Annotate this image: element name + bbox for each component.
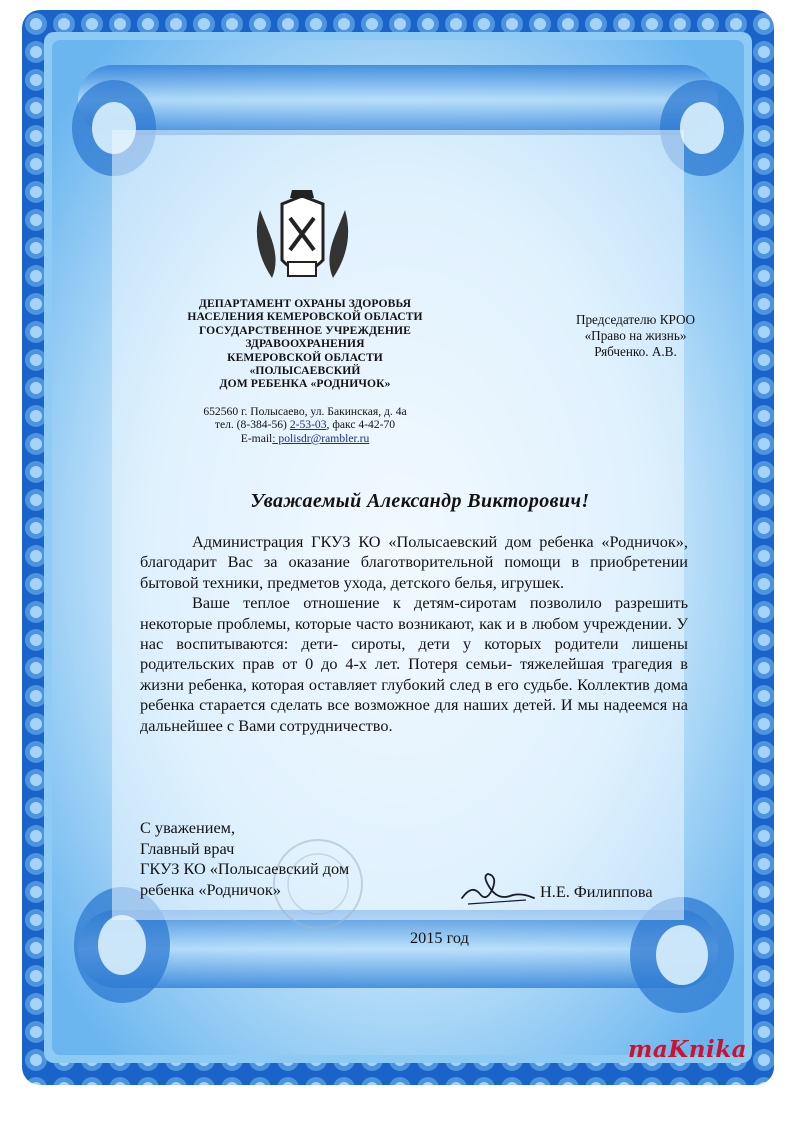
email-label: E-mail	[240, 431, 273, 445]
email-line	[155, 432, 455, 445]
letterhead-line: КЕМЕРОВСКОЙ ОБЛАСТИ	[227, 350, 383, 364]
body-paragraph: Ваше теплое отношение к детям-сиротам позволило разрешить некоторые проблемы, которые часто возникают, как и в любом учреждении. У нас воспитываются: дети- сироты, дети у которых родители лишены родительских прав от 0 до 4-х лет. Потеря семьи- тяжелейшая трагедия в жизни ребенка, которая оставляет глубокий след в его судьбе. Коллектив дома ребенка старается сделать все возможное для наших детей. И мы надеемся на дальнейшее с Вами сотрудничество.	[140, 593, 688, 735]
phone-prefix: тел. (8-384-56)	[214, 418, 290, 432]
letterhead-contacts	[155, 405, 455, 445]
closing-block	[140, 818, 440, 900]
recipient-line: «Право на жизнь»	[584, 328, 687, 343]
watermark-logo: maKnika	[628, 1036, 748, 1063]
closing-line: ГКУЗ КО «Полысаевский дом	[140, 859, 350, 878]
greeting-heading: Уважаемый Александр Викторович!	[250, 490, 590, 512]
letterhead-line: «ПОЛЫСАЕВСКИЙ	[249, 364, 361, 378]
letterhead-line: ЗДРАВООХРАНЕНИЯ	[245, 337, 365, 351]
signer-name: Н.Е. Филиппова	[540, 882, 653, 901]
fax-number: , факс 4-42-70	[326, 418, 396, 432]
recipient-line: Рябченко. А.В.	[594, 344, 677, 359]
email-link[interactable]: : polisdr@rambler.ru	[272, 431, 370, 445]
letterhead-line: ДЕПАРТАМЕНТ ОХРАНЫ ЗДОРОВЬЯ	[198, 297, 412, 310]
letterhead-organization	[155, 297, 455, 391]
closing-line: С уважением,	[140, 818, 236, 837]
kemerovo-coat-of-arms-icon	[250, 190, 355, 290]
letterhead-line: ГОСУДАРСТВЕННОЕ УЧРЕЖДЕНИЕ	[198, 323, 411, 337]
letter-body	[140, 532, 688, 736]
letterhead-line: ДОМ РЕБЕНКА «РОДНИЧОК»	[219, 377, 391, 391]
handwritten-signature	[458, 868, 538, 908]
postal-address: 652560 г. Полысаево, ул. Бакинская, д. 4а	[203, 405, 407, 418]
phone-line	[155, 418, 455, 431]
letterhead-line: НАСЕЛЕНИЯ КЕМЕРОВСКОЙ ОБЛАСТИ	[187, 310, 423, 324]
body-paragraph: Администрация ГКУЗ КО «Полысаевский дом ребенка «Родничок», благодарит Вас за оказание благотворительной помощи в приобретении бытовой техники, предметов ухода, детского белья, игрушек.	[140, 532, 688, 592]
document-year: 2015 год	[410, 928, 469, 947]
recipient-block	[548, 312, 723, 360]
closing-line: Главный врач	[140, 838, 235, 858]
recipient-line: Председателю КРОО	[575, 312, 696, 327]
closing-line: ребенка «Родничок»	[140, 879, 281, 899]
phone-number-link[interactable]: 2-53-03	[289, 418, 327, 432]
